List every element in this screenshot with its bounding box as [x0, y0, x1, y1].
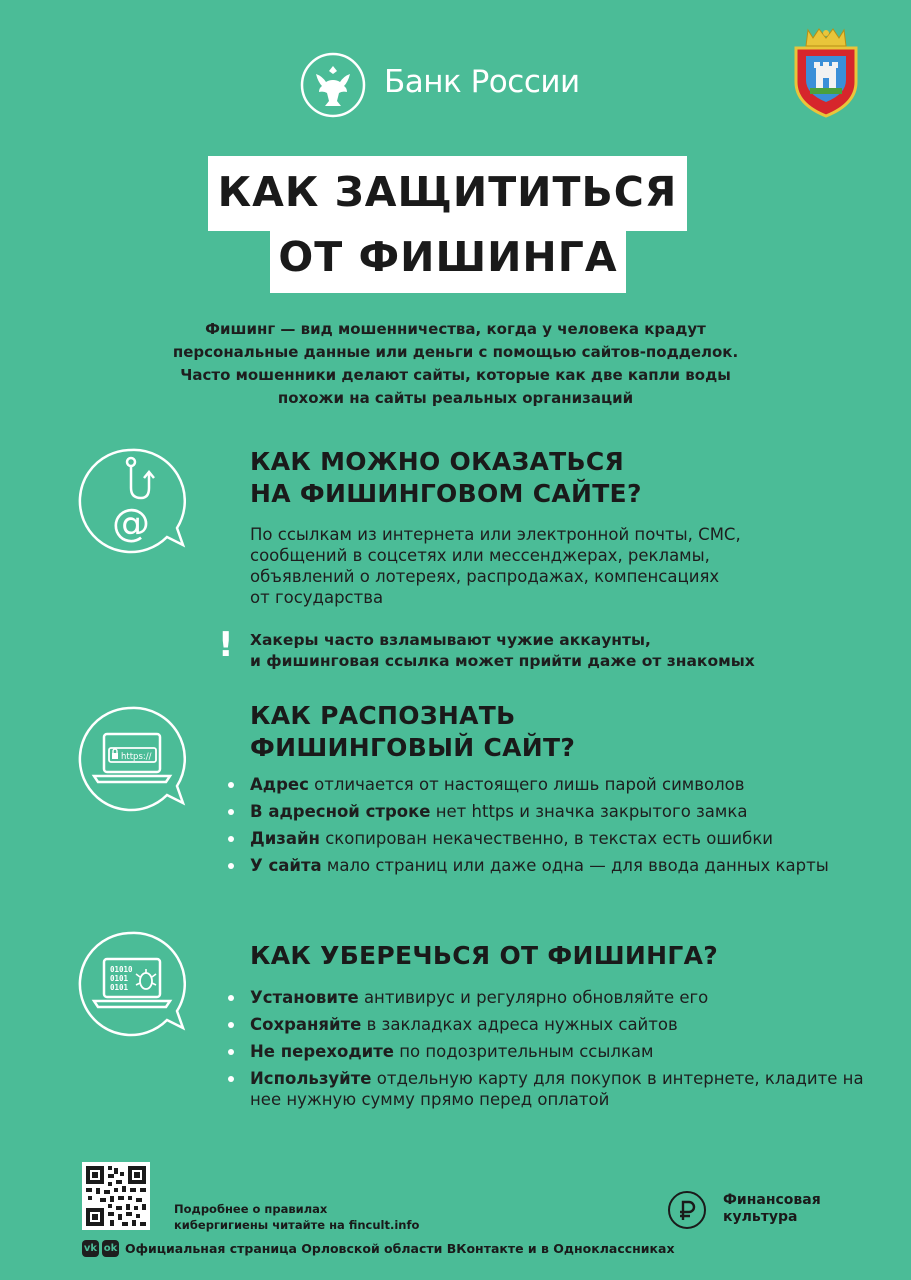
- list-item-bold: Адрес: [250, 775, 309, 794]
- list-item-text: мало страниц или даже одна — для ввода данных карты: [321, 856, 829, 875]
- list-item: [228, 855, 868, 876]
- list-item-text: отдельную карту для покупок в интернете, кладите на нее нужную сумму прямо перед оплатой: [250, 1069, 864, 1109]
- bullet-icon: [228, 782, 234, 788]
- section3-list: [228, 987, 868, 1116]
- fincult-text: [723, 1192, 821, 1226]
- binary-text: 0101: [110, 983, 129, 992]
- bullet-icon: [228, 995, 234, 1001]
- section1-title-line: КАК МОЖНО ОКАЗАТЬСЯ: [250, 447, 625, 476]
- qr-code-icon[interactable]: [82, 1162, 150, 1230]
- section2-list: [228, 774, 868, 882]
- fincult-line: Финансовая: [723, 1192, 821, 1208]
- oryol-coat-of-arms-icon: [790, 26, 862, 118]
- section2-title-line: ФИШИНГОВЫЙ САЙТ?: [250, 733, 576, 762]
- bank-name: Банк России: [384, 64, 580, 100]
- warning-exclamation-icon: !: [218, 625, 234, 665]
- bullet-icon: [228, 1049, 234, 1055]
- section2-title: [250, 700, 850, 764]
- bullet-icon: [228, 1022, 234, 1028]
- list-item: [228, 801, 868, 822]
- section3-title: КАК УБЕРЕЧЬСЯ ОТ ФИШИНГА?: [250, 941, 719, 970]
- footer-more-line: [174, 1217, 419, 1233]
- list-item-text: нет https и значка закрытого замка: [430, 802, 748, 821]
- bullet-icon: [228, 1076, 234, 1082]
- laptop-bug-binary-icon: [76, 929, 186, 1039]
- list-item-text: отличается от настоящего лишь парой символов: [308, 775, 745, 794]
- fincult-logo: [667, 1184, 837, 1232]
- fincult-link[interactable]: fincult.info: [348, 1218, 420, 1232]
- footer-more-line: Подробнее о правилах: [174, 1202, 328, 1216]
- double-headed-eagle-icon: [300, 52, 366, 118]
- list-item-bold: Дизайн: [250, 829, 320, 848]
- page-title-line2: ОТ ФИШИНГА: [270, 227, 626, 293]
- list-item: [228, 828, 868, 849]
- section1-body: [250, 524, 840, 608]
- intro-line: персональные данные или деньги с помощью сайтов-подделок.: [172, 343, 739, 361]
- warning-text: [250, 630, 850, 672]
- laptop-https-icon: [76, 704, 186, 814]
- list-item: [228, 987, 868, 1008]
- list-item-bold: Не переходите: [250, 1042, 394, 1061]
- binary-text: 0101: [110, 974, 129, 983]
- list-item-text: скопирован некачественно, в текстах есть ошибки: [319, 829, 774, 848]
- odnoklassniki-icon[interactable]: ok: [102, 1240, 119, 1257]
- list-item-bold: Установите: [250, 988, 359, 1007]
- bullet-icon: [228, 809, 234, 815]
- list-item-bold: Сохраняйте: [250, 1015, 362, 1034]
- footer-more-info: [174, 1201, 419, 1233]
- section1-title: [250, 446, 850, 510]
- intro-line: похожи на сайты реальных организаций: [277, 389, 634, 407]
- warning-line: и фишинговая ссылка может прийти даже от знакомых: [250, 652, 755, 670]
- list-item-bold: Используйте: [250, 1069, 372, 1088]
- section1-body-line: сообщений в соцсетях или мессенджерах, рекламы,: [250, 546, 710, 565]
- footer-official-text: Официальная страница Орловской области ВКонтакте и в Одноклассниках: [125, 1241, 675, 1256]
- fincult-line: культура: [723, 1209, 798, 1225]
- section1-body-line: объявлений о лотереях, распродажах, компенсациях: [250, 567, 720, 586]
- fishing-hook-at-icon: [76, 446, 186, 556]
- list-item: [228, 774, 868, 795]
- svg-text:@: @: [112, 501, 150, 545]
- binary-text: 01010: [110, 965, 133, 974]
- list-item: [228, 1014, 868, 1035]
- section1-body-line: По ссылкам из интернета или электронной почты, СМС,: [250, 525, 741, 544]
- list-item-text: антивирус и регулярно обновляйте его: [358, 988, 709, 1007]
- intro-line: Часто мошенники делают сайты, которые как две капли воды: [180, 366, 731, 384]
- list-item-bold: У сайта: [250, 856, 322, 875]
- bullet-icon: [228, 863, 234, 869]
- bank-of-russia-logo: [300, 52, 610, 118]
- intro-text: [110, 318, 801, 410]
- section1-body-line: от государства: [250, 588, 384, 607]
- footer-more-text: кибергигиены читайте на: [174, 1218, 349, 1232]
- section2-title-line: КАК РАСПОЗНАТЬ: [250, 701, 516, 730]
- intro-line: Фишинг — вид мошенничества, когда у человека крадут: [205, 320, 706, 338]
- list-item-bold: В адресной строке: [250, 802, 431, 821]
- warning-line: Хакеры часто взламывают чужие аккаунты,: [250, 631, 651, 649]
- vk-icon[interactable]: vk: [82, 1240, 99, 1257]
- bullet-icon: [228, 836, 234, 842]
- ruble-circle-icon: [667, 1190, 707, 1230]
- list-item: [228, 1041, 868, 1062]
- list-item-text: в закладках адреса нужных сайтов: [361, 1015, 678, 1034]
- page-title-line1: КАК ЗАЩИТИТЬСЯ: [208, 156, 687, 231]
- https-text: https://: [121, 752, 152, 762]
- list-item-text: по подозрительным ссылкам: [393, 1042, 654, 1061]
- list-item: [228, 1068, 868, 1110]
- footer-social: [82, 1238, 675, 1258]
- section1-title-line: НА ФИШИНГОВОМ САЙТЕ?: [250, 479, 642, 508]
